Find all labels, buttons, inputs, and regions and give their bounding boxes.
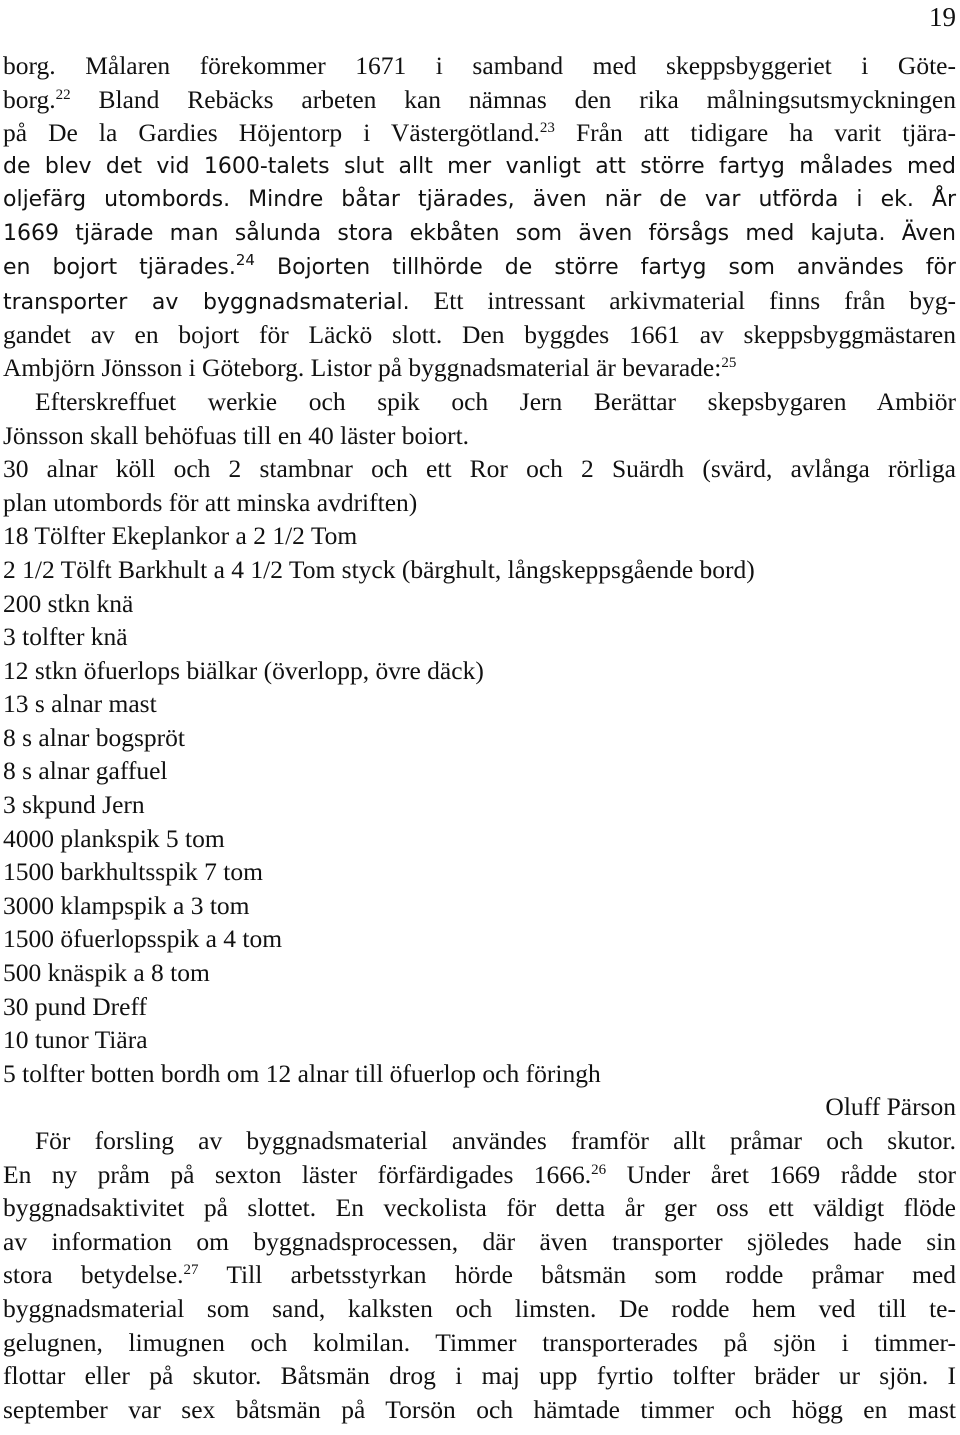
text-line <box>3 217 956 251</box>
text-line <box>3 49 956 83</box>
text-run: Till arbetsstyrkan hörde båtsmän som rodde pråmar med <box>198 1260 956 1290</box>
text-run: Bland Rebäcks arbeten kan nämnas den rika målningsutsmyckningen <box>70 84 956 114</box>
material-list-item: 1500 barkhultsspik 7 tom <box>3 857 263 887</box>
page-number: 19 <box>929 2 956 32</box>
text-run: de blev det vid 1600-talets slut allt mer vanligt att större fartyg målades med <box>3 153 956 179</box>
text-line <box>3 116 956 150</box>
text-run: Efterskreffuet werkie och spik och Jern Berättar skepsbygaren Ambiör <box>35 386 956 416</box>
text-line <box>3 351 956 385</box>
text-run: En ny pråm på sexton läster förfärdigades 1666. <box>3 1159 592 1189</box>
text-line <box>3 1359 956 1393</box>
material-list-item: 10 tunor Tiära <box>3 1025 148 1055</box>
footnote-reference: 23 <box>539 120 555 137</box>
footnote-reference: 25 <box>721 355 737 372</box>
text-line <box>3 1292 956 1326</box>
text-line <box>3 1124 956 1158</box>
text-run: på De la Gardies Höjentorp i Västergötland. <box>3 118 540 148</box>
material-list-item: 5 tolfter botten bordh om 12 alnar till öfuerlop och föringh <box>3 1058 601 1088</box>
text-run: Från att tidigare ha varit tjära- <box>554 118 956 148</box>
material-list-item: 30 pund Dreff <box>3 991 147 1021</box>
footnote-reference: 24 <box>235 250 255 269</box>
material-list-item: 18 Tölfter Ekeplankor a 2 1/2 Tom <box>3 521 358 551</box>
material-list-item: 3 skpund Jern <box>3 790 145 820</box>
text-run: en bojort tjärades. <box>3 254 236 280</box>
text-line <box>3 183 956 217</box>
signature: Oluff Pärson <box>825 1092 956 1122</box>
text-run: oljefärg utombords. Mindre båtar tjärades, även när de var utförda i ek. År <box>3 187 956 213</box>
text-line <box>3 1158 956 1192</box>
text-run: av information om byggnadsprocessen, där även transporter sjöledes hade sin <box>3 1226 956 1256</box>
text-run: byggnadsaktivitet på slottet. En veckolista för detta år ger oss ett väldigt flöde <box>3 1193 956 1223</box>
text-run: borg. <box>3 84 56 114</box>
footnote-reference: 22 <box>55 86 71 103</box>
text-line <box>3 1393 956 1427</box>
material-list-item: 8 s alnar bogspröt <box>3 722 186 752</box>
text-run: byggnadsmaterial som sand, kalksten och limsten. De rodde hem ved till te- <box>3 1293 956 1323</box>
material-list-item: 200 stkn knä <box>3 588 134 618</box>
material-list-item: 500 knäspik a 8 tom <box>3 958 210 988</box>
material-list-item: 3 tolfter knä <box>3 622 128 652</box>
text-line <box>3 318 956 352</box>
body-text <box>3 49 956 1426</box>
text-run: gandet av en bojort för Läckö slott. Den byggdes 1661 av skeppsbyggmästaren <box>3 319 956 349</box>
material-list-item: 13 s alnar mast <box>3 689 157 719</box>
footnote-reference: 27 <box>183 1262 199 1279</box>
text-run: stora betydelse. <box>3 1260 184 1290</box>
text-line <box>3 1225 956 1259</box>
text-line <box>3 83 956 117</box>
text-run: Bojorten tillhörde de större fartyg som användes för <box>254 254 956 280</box>
text-run: Ett intressant arkivmaterial finns från byg- <box>409 286 956 316</box>
text-run: borg. Målaren förekommer 1671 i samband med skeppsbyggeriet i Göte- <box>3 51 956 80</box>
text-run: plan utombords för att minska avdriften) <box>3 487 418 517</box>
text-run: gelugnen, limugnen och kolmilan. Timmer transporterades på sjön i timmer- <box>3 1327 956 1357</box>
text-run: Under året 1669 rådde stor <box>606 1159 956 1189</box>
material-list-item: 2 1/2 Tölft Barkhult a 4 1/2 Tom styck (bärghult, långskeppsgående bord) <box>3 554 755 584</box>
text-run: Jönsson skall behöfuas till en 40 läster boiort. <box>3 420 470 450</box>
text-run: 1669 tjärade man sålunda stora ekbåten som även försågs med kajuta. Även <box>3 220 956 246</box>
text-run: transporter av byggnadsmaterial. <box>3 290 410 316</box>
text-line <box>3 1326 956 1360</box>
footnote-reference: 26 <box>591 1161 607 1178</box>
text-line <box>3 486 956 520</box>
text-run: Ambjörn Jönsson i Göteborg. Listor på byggnadsmaterial är bevarade: <box>3 353 722 383</box>
material-list-item: 4000 plankspik 5 tom <box>3 823 225 853</box>
text-run: För forsling av byggnadsmaterial användes framför allt pråmar och skutor. <box>35 1126 956 1155</box>
text-run: 30 alnar köll och 2 stambnar och ett Ror och 2 Suärdh (svärd, avlånga rörliga <box>3 454 956 484</box>
material-list-item: 12 stkn öfuerlops biälkar (överlopp, övre däck) <box>3 655 484 685</box>
material-list-item: 8 s alnar gaffuel <box>3 756 168 786</box>
material-list-item: 3000 klampspik a 3 tom <box>3 890 250 920</box>
text-line <box>3 452 956 486</box>
text-line <box>3 1258 956 1292</box>
text-line <box>3 150 956 184</box>
text-line <box>3 385 956 419</box>
text-run: september var sex båtsmän på Torsön och hämtade timmer och högg en mast <box>3 1394 956 1424</box>
text-run: flottar eller på skutor. Båtsmän drog i maj upp fyrtio tolfter bräder ur sjön. I <box>3 1361 956 1391</box>
text-line <box>3 1191 956 1225</box>
text-line <box>3 419 956 453</box>
material-list-item: 1500 öfuerlopsspik a 4 tom <box>3 924 283 954</box>
text-line <box>3 251 956 285</box>
text-line <box>3 284 956 318</box>
